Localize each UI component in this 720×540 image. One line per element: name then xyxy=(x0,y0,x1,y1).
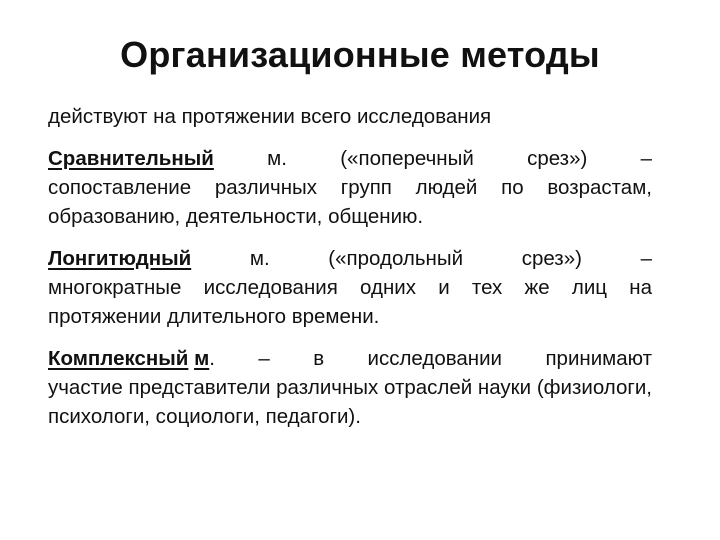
method-word: – xyxy=(640,247,652,270)
slide-title: Организационные методы xyxy=(120,34,600,75)
method-first-line xyxy=(48,344,652,373)
intro-text: действуют на протяжении всего исследования xyxy=(48,105,492,128)
method-abbr: м xyxy=(194,347,210,370)
method-word: – xyxy=(640,147,652,170)
method-term: Лонгитюдный xyxy=(48,247,192,270)
method-term: Комплексный xyxy=(48,347,189,370)
method-description: участие представители различных отраслей науки (физиологи, психологи, социологи, педагоги). xyxy=(48,376,652,428)
method-word: . xyxy=(209,347,215,370)
method-first-line xyxy=(48,144,652,173)
method-word: принимают xyxy=(545,347,652,370)
method-word: м. xyxy=(249,247,270,270)
method-word: – xyxy=(258,347,270,370)
method-description: сопоставление различных групп людей по возрастам, образованию, деятельности, общению. xyxy=(48,176,652,228)
method-first-line xyxy=(48,244,652,273)
method-comparative xyxy=(48,144,652,231)
method-word: («продольный xyxy=(328,247,464,270)
method-word: исследовании xyxy=(367,347,503,370)
method-term-group xyxy=(48,344,215,373)
method-longitudinal xyxy=(48,244,652,331)
method-word: срез») xyxy=(527,147,588,170)
method-word: («поперечный xyxy=(340,147,474,170)
method-word: в xyxy=(313,347,325,370)
method-word: м. xyxy=(267,147,287,170)
method-term: Сравнительный xyxy=(48,147,214,170)
method-description: многократные исследования одних и тех же лиц на протяжении длительного времени. xyxy=(48,276,652,328)
method-word: срез») xyxy=(521,247,582,270)
method-complex xyxy=(48,344,652,431)
